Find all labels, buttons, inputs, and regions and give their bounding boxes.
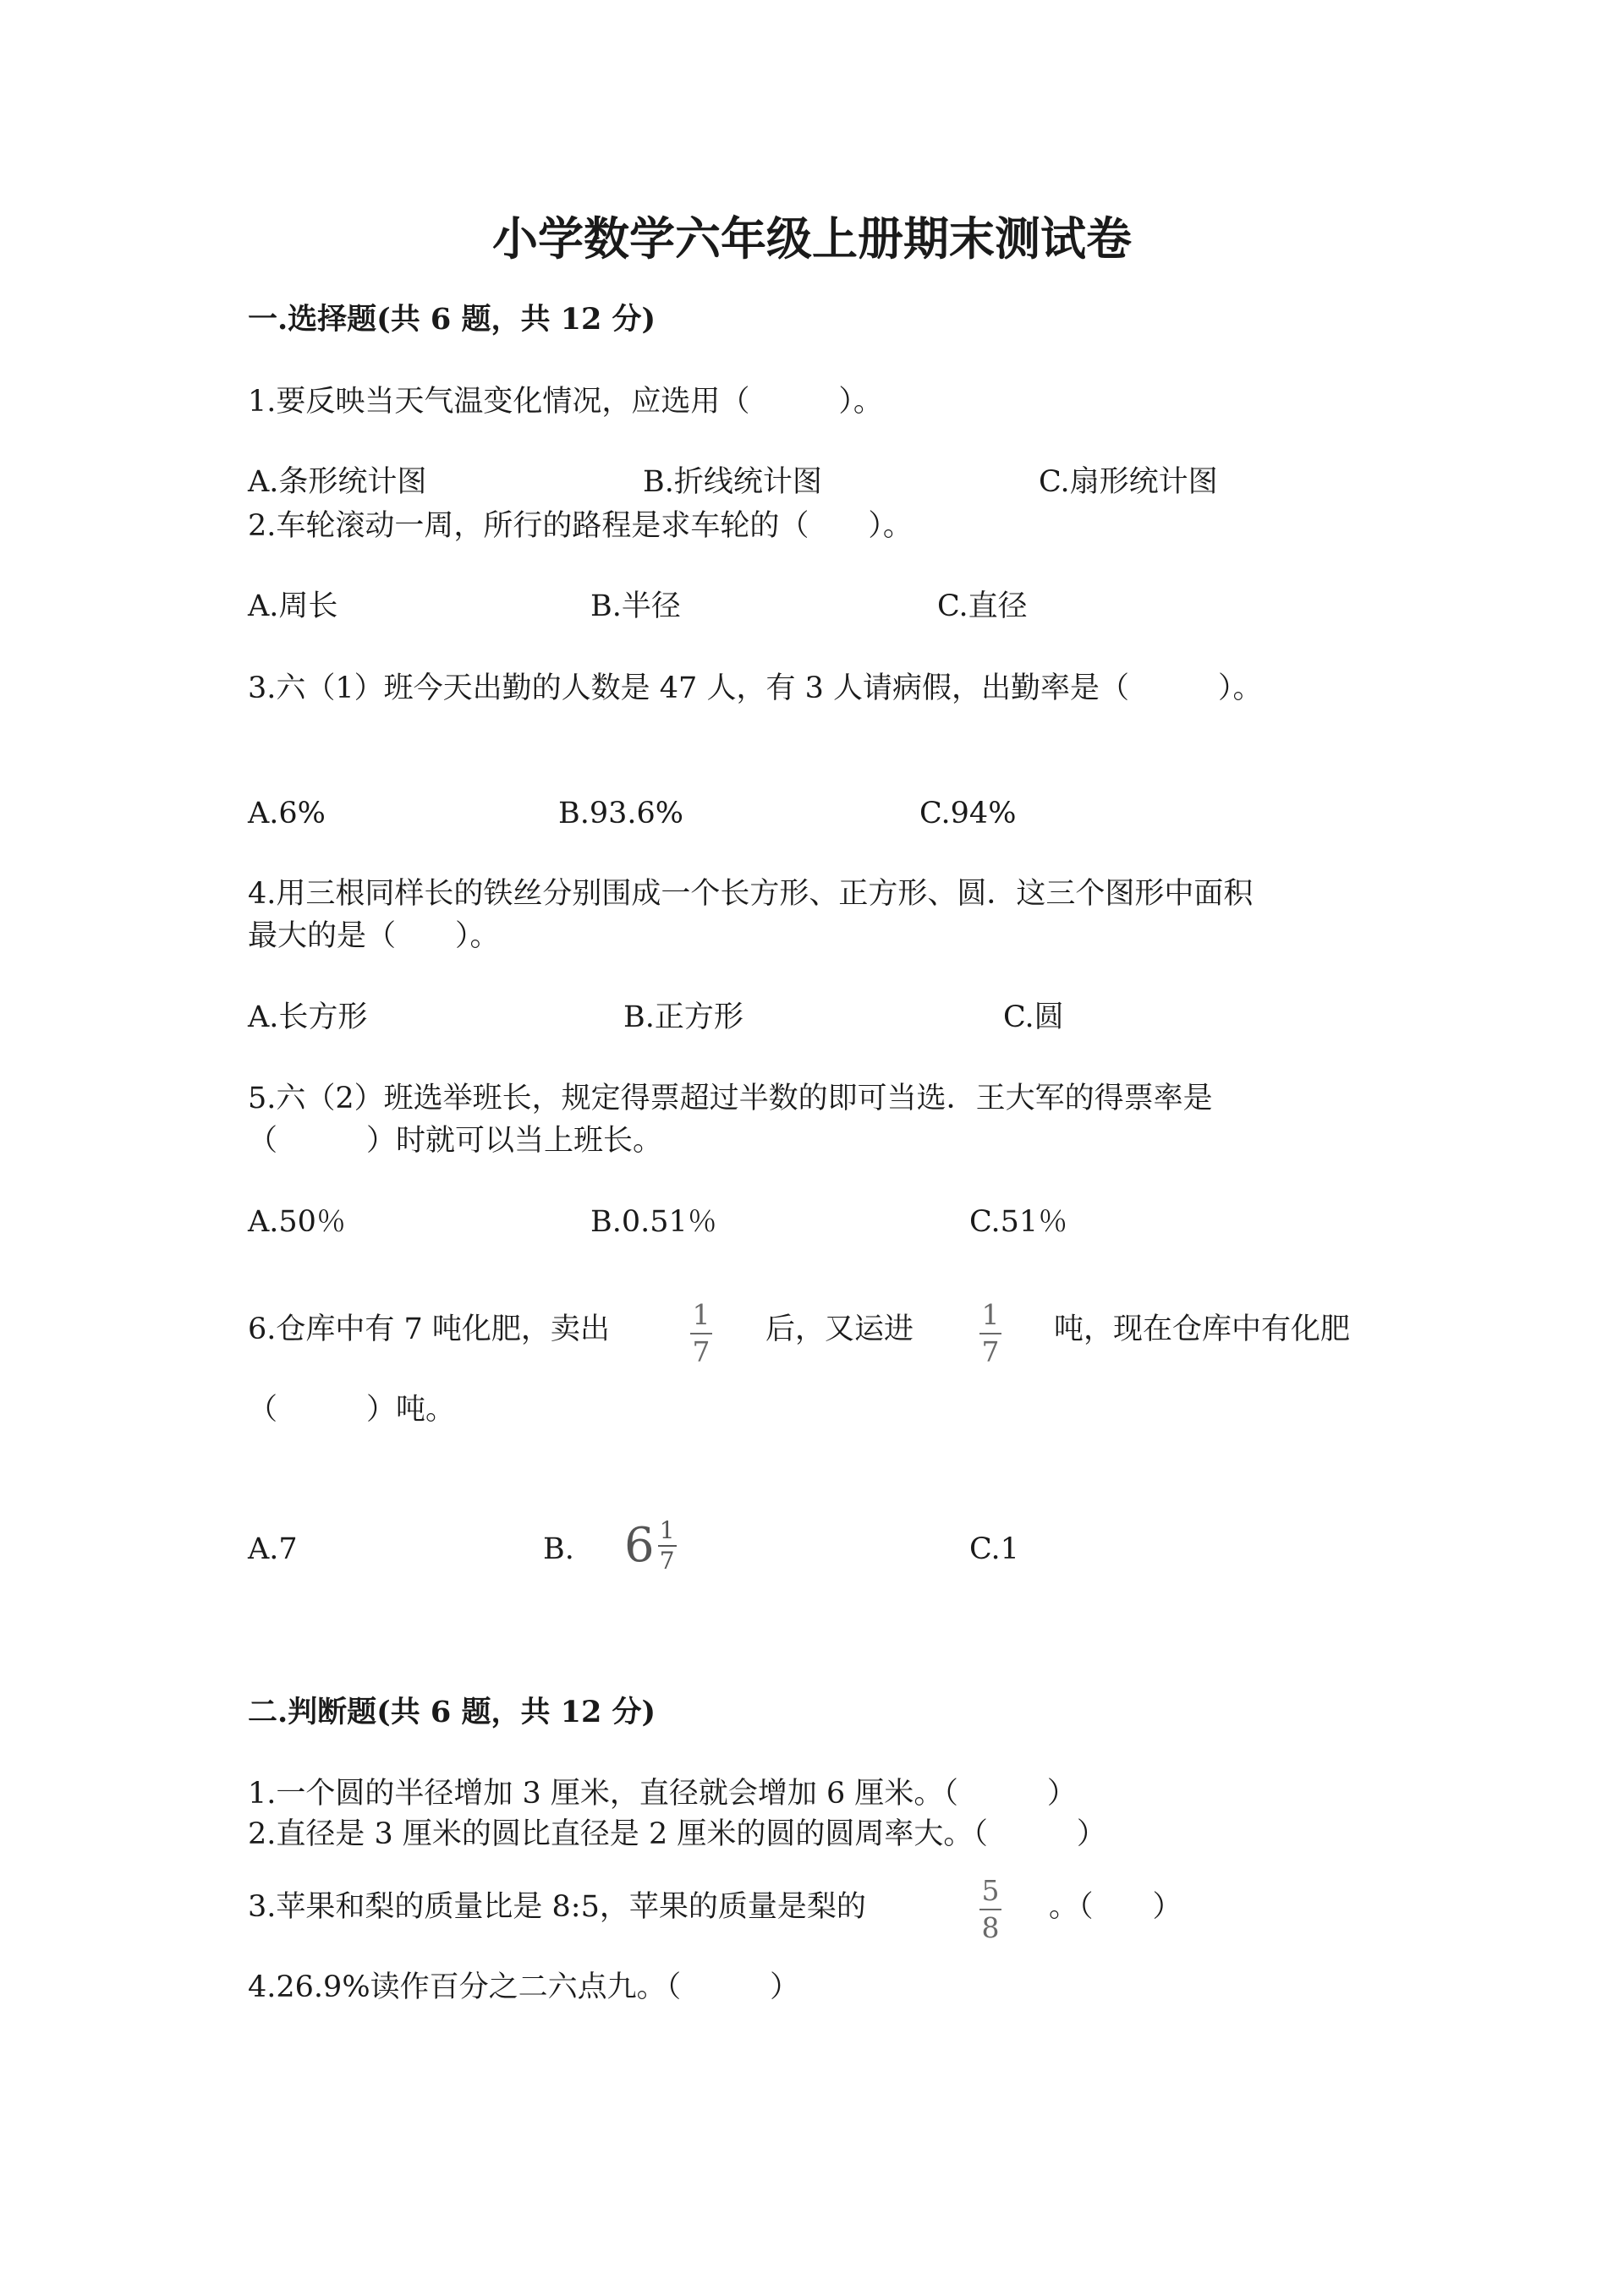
option-b-label: B. (543, 1532, 574, 1566)
fraction-denominator: 8 (981, 1911, 1000, 1944)
question-stem: 1.要反映当天气温变化情况，应选用（ ）。 (248, 385, 883, 419)
fraction-denominator: 7 (981, 1335, 1000, 1368)
option-c: C.1 (969, 1532, 1019, 1566)
judgement-question: 1.一个圆的半径增加 3 厘米，直径就会增加 6 厘米。（ ） (248, 1777, 1077, 1811)
judgement-question: 2.直径是 3 厘米的圆比直径是 2 厘米的圆的圆周率大。（ ） (248, 1817, 1106, 1851)
fraction-one-seventh (690, 1298, 712, 1368)
option-a: A.条形统计图 (248, 465, 427, 499)
question-stem-part1: 6.仓库中有 7 吨化肥，卖出 (248, 1312, 610, 1346)
question-stem-part2: 后，又运进 (765, 1312, 914, 1346)
page-title: 小学数学六年级上册期末测试卷 (492, 211, 1132, 266)
judgement-question-part1: 3.苹果和梨的质量比是 8:5，苹果的质量是梨的 (248, 1890, 866, 1924)
option-b: B.半径 (590, 589, 681, 623)
question-stem: 3.六（1）班今天出勤的人数是 47 人，有 3 人请病假，出勤率是（ ）。 (248, 671, 1263, 705)
question-stem-line2: 最大的是（ ）。 (248, 919, 500, 953)
fraction-bar (690, 1333, 712, 1334)
option-c: C.94% (919, 797, 1017, 830)
option-b: B.折线统计图 (643, 465, 822, 499)
fraction-numerator: 1 (981, 1298, 1000, 1331)
fraction-numerator: 1 (659, 1516, 675, 1544)
mixed-number-six-and-one-seventh (624, 1516, 677, 1575)
question-stem-part3: 吨，现在仓库中有化肥 (1054, 1312, 1351, 1346)
question-stem-line2: （ ）时就可以当上班长。 (248, 1124, 663, 1158)
question-stem: 2.车轮滚动一周，所行的路程是求车轮的（ ）。 (248, 509, 913, 543)
mixed-number-whole: 6 (624, 1518, 655, 1573)
option-c: C.直径 (937, 589, 1028, 623)
fraction-numerator: 5 (981, 1874, 1000, 1907)
mixed-number-fraction (658, 1516, 677, 1575)
fraction-five-eighths (979, 1874, 1001, 1944)
option-a: A.7 (248, 1532, 298, 1566)
judgement-question: 4.26.9%读作百分之二六点九。（ ） (248, 1970, 800, 2004)
option-a: A.周长 (248, 589, 338, 623)
fraction-denominator: 7 (659, 1547, 675, 1575)
section-heading-judgement: 二.判断题(共 6 题，共 12 分) (248, 1695, 656, 1729)
fraction-denominator: 7 (692, 1335, 710, 1368)
option-c: C.扇形统计图 (1039, 465, 1218, 499)
fraction-numerator: 1 (692, 1298, 710, 1331)
option-b: B.正方形 (623, 1000, 743, 1034)
option-a: A.6% (248, 797, 326, 830)
option-b: B.93.6% (558, 797, 684, 830)
option-c: C.圆 (1003, 1000, 1064, 1034)
question-stem-line1: 4.用三根同样长的铁丝分别围成一个长方形、正方形、圆．这三个图形中面积 (248, 877, 1254, 911)
option-c: C.51％ (969, 1205, 1068, 1239)
fraction-bar (979, 1333, 1001, 1334)
section-heading-choice: 一.选择题(共 6 题，共 12 分) (248, 302, 656, 337)
question-stem-line2: （ ）吨。 (248, 1393, 456, 1427)
option-a: A.长方形 (248, 1000, 368, 1034)
question-stem-line1: 5.六（2）班选举班长，规定得票超过半数的即可当选．王大军的得票率是 (248, 1082, 1213, 1115)
judgement-question-part2: 。（ ） (1049, 1890, 1182, 1924)
option-b: B.0.51％ (590, 1205, 717, 1239)
fraction-bar (979, 1909, 1001, 1910)
option-a: A.50％ (248, 1205, 346, 1239)
fraction-one-seventh (979, 1298, 1001, 1368)
